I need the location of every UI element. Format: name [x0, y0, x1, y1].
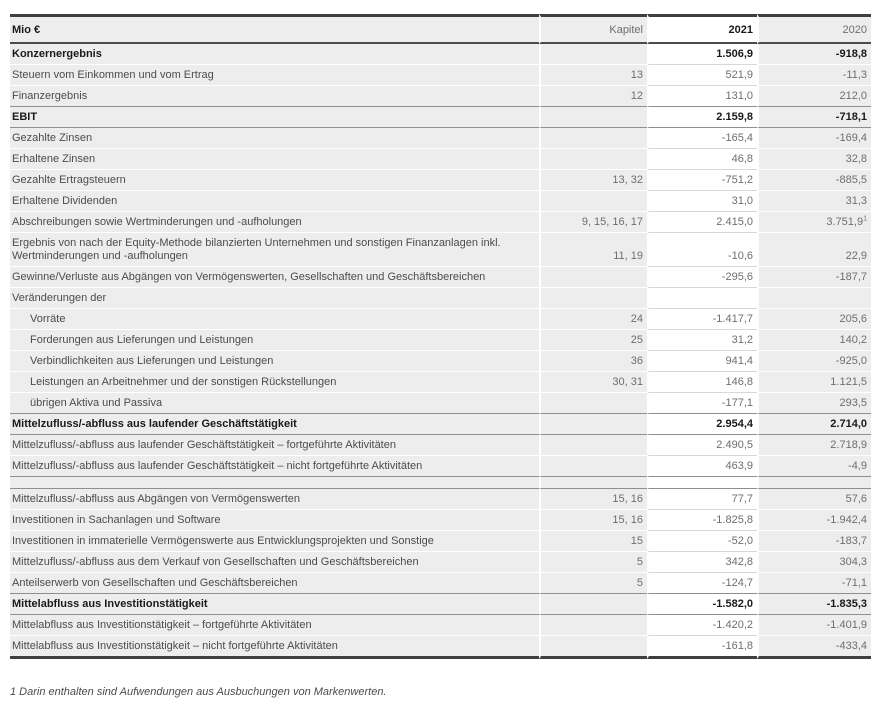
- table-row: [10, 573, 871, 594]
- row-kapitel: 25: [539, 330, 647, 351]
- row-label: Veränderungen der: [10, 288, 539, 309]
- row-label: Gewinne/Verluste aus Abgängen von Vermögenswerten, Gesellschaften und Geschäftsbereichen: [10, 267, 539, 288]
- row-value-2020: 140,2: [757, 330, 871, 351]
- row-value-2021: 77,7: [647, 489, 757, 510]
- row-value-2021: 342,8: [647, 552, 757, 573]
- row-value-2021: 521,9: [647, 65, 757, 86]
- row-value-2021: -1.417,7: [647, 309, 757, 330]
- table-row: [10, 636, 871, 659]
- row-value-2021: 941,4: [647, 351, 757, 372]
- row-value-2020: 1.121,5: [757, 372, 871, 393]
- table-row: [10, 44, 871, 65]
- row-value-2021: -165,4: [647, 128, 757, 149]
- row-value-2021: -1.420,2: [647, 615, 757, 636]
- row-value-2020: 304,3: [757, 552, 871, 573]
- footnote: 1 Darin enthalten sind Aufwendungen aus Ausbuchungen von Markenwerten.: [10, 686, 387, 698]
- table-row: [10, 212, 871, 233]
- row-kapitel: [539, 636, 647, 659]
- row-label: Mittelzufluss/-abfluss aus laufender Geschäftstätigkeit: [10, 414, 539, 435]
- table-row: [10, 594, 871, 615]
- row-value-2021: -10,6: [647, 233, 757, 267]
- row-kapitel: 5: [539, 573, 647, 594]
- row-label: Anteilserwerb von Gesellschaften und Geschäftsbereichen: [10, 573, 539, 594]
- row-value-2021: -124,7: [647, 573, 757, 594]
- table-row: [10, 531, 871, 552]
- row-value-2020: 293,5: [757, 393, 871, 414]
- row-value-2020: 22,9: [757, 233, 871, 267]
- row-value-2020: -183,7: [757, 531, 871, 552]
- row-kapitel: 12: [539, 86, 647, 107]
- row-kapitel: [539, 393, 647, 414]
- row-value-2021: 131,0: [647, 86, 757, 107]
- row-label: Mittelabfluss aus Investitionstätigkeit: [10, 594, 539, 615]
- row-label: EBIT: [10, 107, 539, 128]
- row-label: Mittelzufluss/-abfluss aus dem Verkauf von Gesellschaften und Geschäftsbereichen: [10, 552, 539, 573]
- table-row: [10, 191, 871, 212]
- row-value-2021: 2.159,8: [647, 107, 757, 128]
- row-label: Konzernergebnis: [10, 44, 539, 65]
- row-value-2020: 2.718,9: [757, 435, 871, 456]
- row-value-2020: 32,8: [757, 149, 871, 170]
- row-value-2020: -11,3: [757, 65, 871, 86]
- row-label: Forderungen aus Lieferungen und Leistungen: [10, 330, 539, 351]
- row-label: Mittelabfluss aus Investitionstätigkeit – fortgeführte Aktivitäten: [10, 615, 539, 636]
- row-kapitel: [539, 288, 647, 309]
- table-row: [10, 86, 871, 107]
- row-value-2020: -925,0: [757, 351, 871, 372]
- row-label: Erhaltene Zinsen: [10, 149, 539, 170]
- row-kapitel: 36: [539, 351, 647, 372]
- row-kapitel: [539, 191, 647, 212]
- row-value-2020: -169,4: [757, 128, 871, 149]
- table-row: [10, 170, 871, 191]
- row-kapitel: [539, 44, 647, 65]
- table-row: [10, 456, 871, 477]
- table-row: [10, 65, 871, 86]
- row-label: Mittelzufluss/-abfluss aus laufender Geschäftstätigkeit – nicht fortgeführte Aktivitäten: [10, 456, 539, 477]
- row-value-2020: -1.401,9: [757, 615, 871, 636]
- row-kapitel: [539, 594, 647, 615]
- table-row: [10, 107, 871, 128]
- row-value-2021: -52,0: [647, 531, 757, 552]
- row-value-2021: 2.954,4: [647, 414, 757, 435]
- table-row: [10, 149, 871, 170]
- row-kapitel: [539, 615, 647, 636]
- row-value-2021: -161,8: [647, 636, 757, 659]
- table-row: [10, 288, 871, 309]
- row-value-2021: [647, 477, 757, 489]
- row-value-2021: 31,0: [647, 191, 757, 212]
- spacer-row: [10, 477, 871, 489]
- row-kapitel: 9, 15, 16, 17: [539, 212, 647, 233]
- table-row: [10, 267, 871, 288]
- row-value-2020: -433,4: [757, 636, 871, 659]
- row-label: Vorräte: [10, 309, 539, 330]
- row-kapitel: [539, 107, 647, 128]
- row-kapitel: [539, 477, 647, 489]
- row-kapitel: 13, 32: [539, 170, 647, 191]
- row-label: [10, 477, 539, 489]
- row-value-2020: [757, 477, 871, 489]
- table-row: [10, 489, 871, 510]
- row-kapitel: [539, 435, 647, 456]
- row-kapitel: [539, 267, 647, 288]
- row-value-2021: -1.825,8: [647, 510, 757, 531]
- row-value-2020: -718,1: [757, 107, 871, 128]
- row-value-2020: -4,9: [757, 456, 871, 477]
- row-value-2021: 2.415,0: [647, 212, 757, 233]
- row-value-2020: 212,0: [757, 86, 871, 107]
- row-value-2020: -918,8: [757, 44, 871, 65]
- row-value-2021: 146,8: [647, 372, 757, 393]
- row-value-2020: -187,7: [757, 267, 871, 288]
- row-label: Ergebnis von nach der Equity-Methode bilanzierten Unternehmen und sonstigen Finanzanlagen inkl. Wertminderungen und -aufholungen: [10, 233, 539, 267]
- row-value-2020: 3.751,9$^1$: [757, 212, 871, 233]
- row-kapitel: 5: [539, 552, 647, 573]
- row-label: Mittelabfluss aus Investitionstätigkeit – nicht fortgeführte Aktivitäten: [10, 636, 539, 659]
- header-year-2021: 2021: [647, 14, 757, 44]
- row-label: übrigen Aktiva und Passiva: [10, 393, 539, 414]
- table-row: [10, 128, 871, 149]
- row-value-2020: 31,3: [757, 191, 871, 212]
- row-kapitel: [539, 414, 647, 435]
- table-row: [10, 414, 871, 435]
- table-row: [10, 372, 871, 393]
- row-label: Investitionen in immaterielle Vermögenswerte aus Entwicklungsprojekten und Sonstige: [10, 531, 539, 552]
- row-value-2020: -885,5: [757, 170, 871, 191]
- row-value-2020: [757, 288, 871, 309]
- row-kapitel: [539, 128, 647, 149]
- row-value-2021: [647, 288, 757, 309]
- table-row: [10, 510, 871, 531]
- row-value-2021: -295,6: [647, 267, 757, 288]
- table-row: [10, 615, 871, 636]
- header-row: [10, 14, 871, 44]
- header-unit-label: Mio €: [10, 14, 539, 44]
- row-value-2021: 46,8: [647, 149, 757, 170]
- row-kapitel: [539, 149, 647, 170]
- row-kapitel: 24: [539, 309, 647, 330]
- table-row: [10, 393, 871, 414]
- row-value-2021: 463,9: [647, 456, 757, 477]
- row-kapitel: 15, 16: [539, 510, 647, 531]
- row-label: Steuern vom Einkommen und vom Ertrag: [10, 65, 539, 86]
- table-body: [10, 44, 871, 659]
- footnote-marker: 1: [863, 215, 867, 223]
- table-row: [10, 309, 871, 330]
- row-kapitel: 30, 31: [539, 372, 647, 393]
- row-value-2020: -71,1: [757, 573, 871, 594]
- row-value-2021: -177,1: [647, 393, 757, 414]
- row-label: Mittelzufluss/-abfluss aus Abgängen von Vermögenswerten: [10, 489, 539, 510]
- row-value-2020: 205,6: [757, 309, 871, 330]
- row-label: Mittelzufluss/-abfluss aus laufender Geschäftstätigkeit – fortgeführte Aktivitäten: [10, 435, 539, 456]
- row-label: Investitionen in Sachanlagen und Software: [10, 510, 539, 531]
- row-label: Leistungen an Arbeitnehmer und der sonstigen Rückstellungen: [10, 372, 539, 393]
- table-row: [10, 552, 871, 573]
- row-label: Abschreibungen sowie Wertminderungen und -aufholungen: [10, 212, 539, 233]
- header-year-2020: 2020: [757, 14, 871, 44]
- row-kapitel: 11, 19: [539, 233, 647, 267]
- row-value-2020: -1.835,3: [757, 594, 871, 615]
- row-kapitel: [539, 456, 647, 477]
- row-kapitel: 15, 16: [539, 489, 647, 510]
- table-row: [10, 351, 871, 372]
- row-kapitel: 15: [539, 531, 647, 552]
- cash-flow-table: [10, 14, 871, 659]
- row-value-2021: -1.582,0: [647, 594, 757, 615]
- row-value-2021: 31,2: [647, 330, 757, 351]
- row-value-2020: 57,6: [757, 489, 871, 510]
- row-label: Erhaltene Dividenden: [10, 191, 539, 212]
- row-label: Gezahlte Ertragsteuern: [10, 170, 539, 191]
- table-row: [10, 435, 871, 456]
- row-value-2021: -751,2: [647, 170, 757, 191]
- header-kapitel: Kapitel: [539, 14, 647, 44]
- row-value-2021: 2.490,5: [647, 435, 757, 456]
- row-kapitel: 13: [539, 65, 647, 86]
- table-row: [10, 233, 871, 267]
- row-value-2021: 1.506,9: [647, 44, 757, 65]
- row-value-2020: -1.942,4: [757, 510, 871, 531]
- row-value-2020: 2.714,0: [757, 414, 871, 435]
- table-row: [10, 330, 871, 351]
- row-label: Gezahlte Zinsen: [10, 128, 539, 149]
- row-label: Finanzergebnis: [10, 86, 539, 107]
- row-label: Verbindlichkeiten aus Lieferungen und Leistungen: [10, 351, 539, 372]
- table-header: [10, 14, 871, 44]
